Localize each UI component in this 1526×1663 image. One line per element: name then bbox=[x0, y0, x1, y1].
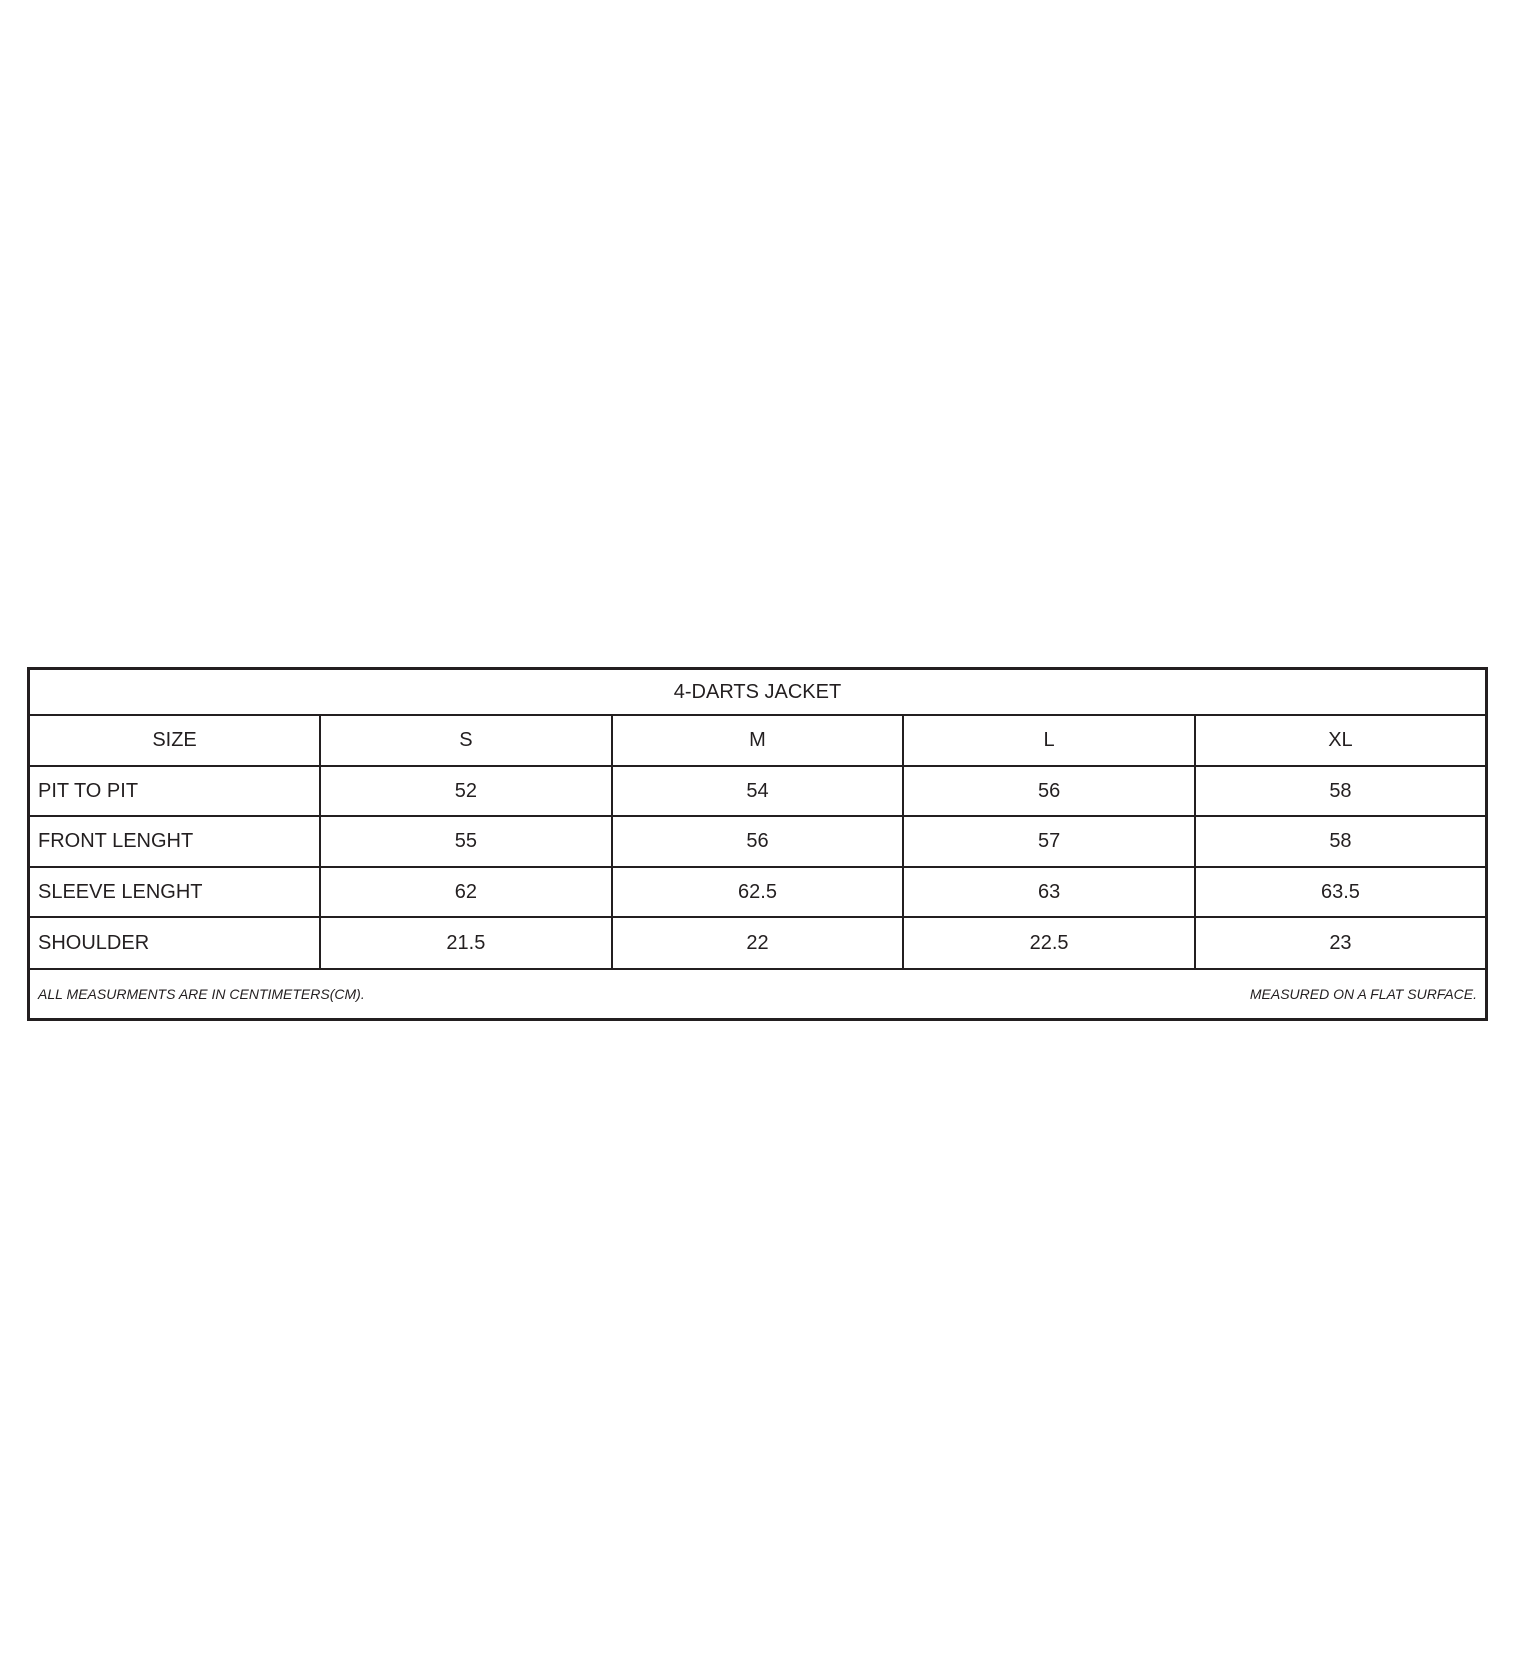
cell-value: 58 bbox=[1195, 766, 1487, 816]
size-chart-table bbox=[27, 667, 1488, 1021]
cell-value: 63 bbox=[903, 867, 1195, 917]
header-row bbox=[29, 715, 1487, 766]
column-header-l: L bbox=[903, 715, 1195, 766]
row-label: PIT TO PIT bbox=[29, 766, 321, 816]
cell-value: 63.5 bbox=[1195, 867, 1487, 917]
cell-value: 52 bbox=[320, 766, 612, 816]
cell-value: 62.5 bbox=[612, 867, 904, 917]
table-row-shoulder bbox=[29, 917, 1487, 969]
table-title: 4-DARTS JACKET bbox=[29, 669, 1487, 716]
row-label: FRONT LENGHT bbox=[29, 816, 321, 867]
cell-value: 23 bbox=[1195, 917, 1487, 969]
cell-value: 58 bbox=[1195, 816, 1487, 867]
cell-value: 22 bbox=[612, 917, 904, 969]
row-label: SLEEVE LENGHT bbox=[29, 867, 321, 917]
table-row-front-lenght bbox=[29, 816, 1487, 867]
cell-value: 55 bbox=[320, 816, 612, 867]
cell-value: 56 bbox=[903, 766, 1195, 816]
footnote-row bbox=[29, 969, 1487, 1020]
column-header-s: S bbox=[320, 715, 612, 766]
title-row bbox=[29, 669, 1487, 716]
cell-value: 54 bbox=[612, 766, 904, 816]
column-header-xl: XL bbox=[1195, 715, 1487, 766]
cell-value: 22.5 bbox=[903, 917, 1195, 969]
cell-value: 56 bbox=[612, 816, 904, 867]
column-header-m: M bbox=[612, 715, 904, 766]
footnote-right: MEASURED ON A FLAT SURFACE. bbox=[1249, 985, 1477, 1002]
size-header-cell: SIZE bbox=[29, 715, 321, 766]
cell-value: 62 bbox=[320, 867, 612, 917]
table-row-sleeve-lenght bbox=[29, 867, 1487, 917]
table-row-pit-to-pit bbox=[29, 766, 1487, 816]
footnote-container bbox=[30, 986, 1485, 1002]
row-label: SHOULDER bbox=[29, 917, 321, 969]
cell-value: 21.5 bbox=[320, 917, 612, 969]
footnote-left: ALL MEASURMENTS ARE IN CENTIMETERS(CM). bbox=[38, 985, 365, 1002]
cell-value: 57 bbox=[903, 816, 1195, 867]
